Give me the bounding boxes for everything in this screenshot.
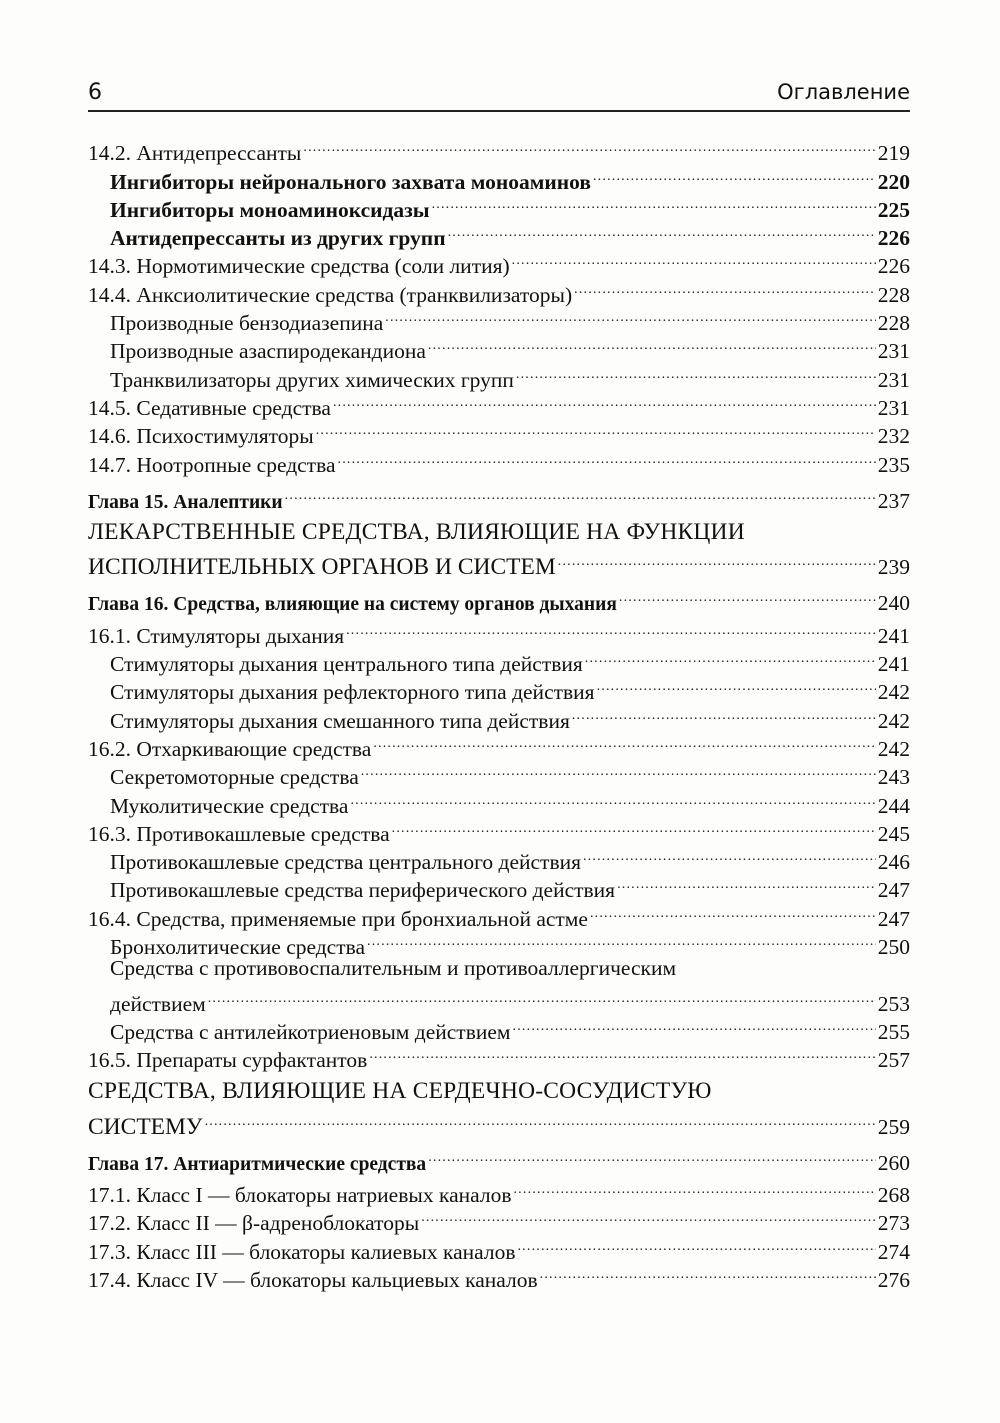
table-of-contents xyxy=(88,132,910,1292)
toc-entry-label: Стимуляторы дыхания центрального типа действия xyxy=(110,652,583,677)
toc-entry-page: 228 xyxy=(877,282,910,307)
toc-entry-page: 232 xyxy=(877,424,910,449)
toc-entry-page: 250 xyxy=(877,935,910,960)
dot-leader xyxy=(591,160,876,188)
toc-chapter xyxy=(88,582,910,616)
toc-entry-page: 241 xyxy=(877,623,910,648)
dot-leader xyxy=(556,546,876,574)
toc-entry-label: Антидепрессанты из других групп xyxy=(110,226,446,251)
dot-leader xyxy=(344,614,876,642)
toc-chapter-page: 237 xyxy=(877,488,910,513)
dot-leader xyxy=(383,302,875,330)
toc-entry xyxy=(88,982,910,1016)
toc-chapter-label: Глава 17. Антиаритмические средства xyxy=(88,1153,427,1175)
toc-entry-label: Ингибиторы нейронального захвата моноаминов xyxy=(110,169,591,194)
dot-leader xyxy=(203,1105,876,1133)
toc-entry-page: 255 xyxy=(877,1019,910,1044)
dot-leader xyxy=(301,132,875,160)
dot-leader xyxy=(336,443,876,471)
toc-entry-label: Бронхолитические средства xyxy=(110,935,366,960)
toc-part-heading xyxy=(88,518,910,581)
toc-entry xyxy=(88,132,910,166)
toc-entry-page: 253 xyxy=(877,991,910,1016)
dot-leader xyxy=(511,1174,875,1202)
dot-leader xyxy=(348,784,875,812)
toc-chapter-page: 260 xyxy=(877,1150,910,1175)
toc-entry-label: 14.6. Психостимуляторы xyxy=(88,424,314,449)
dot-leader xyxy=(426,1142,876,1170)
toc-entry-label: Противокашлевые средства центрального действия xyxy=(110,850,581,875)
toc-entry-label: Ингибиторы моноаминоксидазы xyxy=(110,197,430,222)
dot-leader xyxy=(581,841,876,869)
dot-leader xyxy=(365,926,876,954)
dot-leader xyxy=(371,728,875,756)
toc-entry xyxy=(88,1011,910,1044)
dot-leader xyxy=(615,869,876,897)
toc-entry-page: 257 xyxy=(877,1048,910,1073)
toc-entry-page: 273 xyxy=(877,1211,910,1236)
toc-entry-label: 14.5. Седативные средства xyxy=(88,395,331,420)
toc-entry-label: Противокашлевые средства периферического действия xyxy=(110,878,616,903)
dot-leader xyxy=(595,671,876,699)
toc-entry-label: 16.1. Стимуляторы дыхания xyxy=(88,623,345,648)
toc-chapter xyxy=(88,1142,910,1175)
dot-leader xyxy=(390,813,876,841)
toc-part-title-label: СИСТЕМУ xyxy=(88,1113,203,1140)
toc-part-title-line2 xyxy=(88,1105,910,1140)
dot-leader xyxy=(314,415,876,443)
dot-leader xyxy=(583,643,876,671)
toc-entry-page: 231 xyxy=(877,395,910,420)
toc-entry-label: 17.2. Класс II — β-адреноблокаторы xyxy=(88,1211,420,1236)
toc-part-title-line2 xyxy=(88,546,910,581)
dot-leader xyxy=(617,582,876,610)
toc-entry-label: 17.1. Класс I — блокаторы натриевых каналов xyxy=(88,1183,512,1208)
toc-entry-page: 242 xyxy=(877,708,910,733)
toc-entry-label: 16.5. Препараты сурфактантов xyxy=(88,1048,368,1073)
toc-entry-page: 219 xyxy=(877,141,910,166)
toc-entry-label: 16.2. Отхаркивающие средства xyxy=(88,736,372,761)
dot-leader xyxy=(446,217,876,245)
toc-part-title-line1: СРЕДСТВА, ВЛИЯЮЩИЕ НА СЕРДЕЧНО-СОСУДИСТУЮ xyxy=(88,1078,712,1105)
dot-leader xyxy=(570,699,876,727)
toc-entry-page: 242 xyxy=(877,736,910,761)
toc-entry-label: 16.4. Средства, применяемые при бронхиальной астме xyxy=(88,906,588,931)
toc-entry-label-line1: Средства с противовоспалительным и противоаллергическим xyxy=(110,956,677,981)
toc-entry-label: Средства с антилейкотриеновым действием xyxy=(110,1019,511,1044)
toc-entry-page: 241 xyxy=(877,652,910,677)
dot-leader xyxy=(588,897,876,925)
toc-part-heading xyxy=(88,1077,910,1140)
toc-entry-page: 244 xyxy=(877,793,910,818)
dot-leader xyxy=(515,1230,875,1258)
toc-entry-label: Производные бензодиазепина xyxy=(110,311,384,336)
toc-part-page: 259 xyxy=(877,1114,910,1139)
dot-leader xyxy=(283,480,876,508)
toc-entry-label: Стимуляторы дыхания рефлекторного типа действия xyxy=(110,680,595,705)
dot-leader xyxy=(510,245,876,273)
dot-leader xyxy=(511,1011,876,1039)
toc-entry-label: Стимуляторы дыхания смешанного типа действия xyxy=(110,708,570,733)
page-header xyxy=(88,74,910,112)
toc-chapter xyxy=(88,480,910,513)
toc-entry-page: 245 xyxy=(877,821,910,846)
toc-entry-label: 14.7. Ноотропные средства xyxy=(88,452,336,477)
dot-leader xyxy=(430,189,876,217)
toc-entry-page: 247 xyxy=(877,906,910,931)
dot-leader xyxy=(572,273,876,301)
toc-entry-page: 226 xyxy=(877,254,910,279)
toc-part-title-line1: ЛЕКАРСТВЕННЫЕ СРЕДСТВА, ВЛИЯЮЩИЕ НА ФУНКЦИИ xyxy=(88,518,745,545)
toc-entry-label: 14.4. Анксиолитические средства (транквилизаторы) xyxy=(88,282,573,307)
toc-entry-label: 16.3. Противокашлевые средства xyxy=(88,821,390,846)
toc-entry-page: 243 xyxy=(877,765,910,790)
toc-entry-label: 17.4. Класс IV — блокаторы кальциевых каналов xyxy=(88,1267,538,1292)
toc-entry-page: 235 xyxy=(877,452,910,477)
dot-leader xyxy=(331,387,876,415)
toc-entry-page: 274 xyxy=(877,1239,910,1264)
running-title: Оглавление xyxy=(777,80,910,104)
toc-entry-page: 247 xyxy=(877,878,910,903)
toc-entry-page: 276 xyxy=(877,1267,910,1292)
toc-entry-label: 17.3. Класс III — блокаторы калиевых каналов xyxy=(88,1239,516,1264)
toc-entry-page: 226 xyxy=(877,226,910,251)
toc-entry-page: 231 xyxy=(877,367,910,392)
dot-leader xyxy=(426,330,876,358)
toc-entry-page: 225 xyxy=(877,197,910,222)
page-number: 6 xyxy=(88,80,102,105)
toc-entry-page: 246 xyxy=(877,850,910,875)
toc-chapter-label: Глава 16. Средства, влияющие на систему органов дыхания xyxy=(88,594,617,616)
toc-entry-label: Производные азаспиродекандиона xyxy=(110,339,426,364)
toc-entry-label-line2: действием xyxy=(110,991,206,1016)
dot-leader xyxy=(419,1202,876,1230)
toc-entry-page: 242 xyxy=(877,680,910,705)
toc-entry-label: Секретомоторные средства xyxy=(110,765,359,790)
dot-leader xyxy=(514,358,876,386)
dot-leader xyxy=(538,1259,876,1287)
toc-chapter-page: 240 xyxy=(877,591,910,616)
toc-entry-page: 228 xyxy=(877,311,910,336)
toc-entry-page: 231 xyxy=(877,339,910,364)
toc-entry-page: 220 xyxy=(877,169,910,194)
toc-entry-label: 14.2. Антидепрессанты xyxy=(88,141,302,166)
dot-leader xyxy=(206,982,876,1010)
dot-leader xyxy=(359,756,876,784)
toc-entry-label: 14.3. Нормотимические средства (соли лития) xyxy=(88,254,510,279)
toc-chapter-label: Глава 15. Аналептики xyxy=(88,491,283,513)
toc-entry-page: 268 xyxy=(877,1183,910,1208)
toc-entry-label: Транквилизаторы других химических групп xyxy=(110,367,514,392)
toc-part-title-label: ИСПОЛНИТЕЛЬНЫХ ОРГАНОВ И СИСТЕМ xyxy=(88,554,556,581)
dot-leader xyxy=(367,1039,875,1067)
toc-part-page: 239 xyxy=(877,555,910,580)
toc-entry-label: Муколитические средства xyxy=(110,793,349,818)
